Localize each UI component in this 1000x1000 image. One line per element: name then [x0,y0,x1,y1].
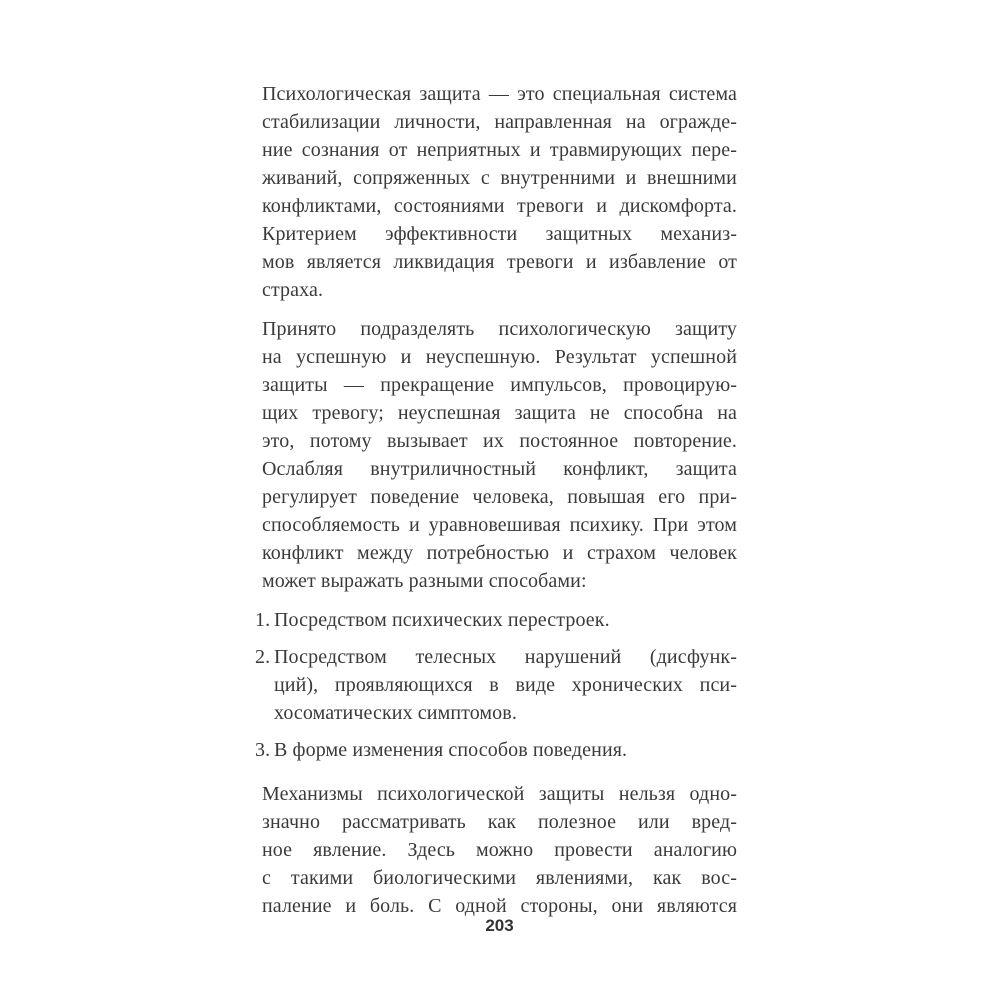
page-text-content [255,80,737,931]
page-number: 203 [485,916,514,935]
text-line: Принято подразделять психологическую защиту [262,318,737,340]
text-line: щих тревогу; неуспешная защита не способна на [262,402,737,424]
numbered-list [255,606,737,764]
text-line: конфликтами, состояниями тревоги и дискомфорта. [262,195,737,217]
list-item [255,606,737,634]
text-line: Критерием эффективности защитных механиз- [262,223,737,245]
text-line: В форме изменения способов поведения. [274,739,628,761]
text-line: стабилизации личности, направленная на огражде- [262,111,737,133]
text-line: с такими биологическими явлениями, как вос- [262,867,737,889]
list-item-text [274,736,737,764]
list-item-number: 3. [255,739,271,761]
text-line: страха. [262,279,324,301]
list-item-text [274,606,737,634]
text-line: мов является ликвидация тревоги и избавление от [262,251,737,273]
list-item [255,643,737,727]
paragraph [262,780,737,920]
text-line: ние сознания от неприятных и травмирующих пере- [262,139,737,161]
text-line: живаний, сопряженных с внутренними и внешними [262,167,737,189]
text-line: паление и боль. С одной стороны, они являются [262,895,737,917]
text-line: регулирует поведение человека, повышая его при- [262,486,737,508]
list-item-text [274,643,737,727]
text-line: может выражать разными способами: [262,570,587,592]
text-line: способляемость и уравновешивая психику. При этом [262,514,737,536]
text-line: защиты — прекращение импульсов, провоцирую- [262,374,737,396]
text-line: ций), проявляющихся в виде хронических пси- [274,674,737,696]
text-line: Ослабляя внутриличностный конфликт, защита [262,458,737,480]
text-line: хосоматических симптомов. [274,702,517,724]
paragraph [262,80,737,304]
list-item-number: 2. [255,646,271,668]
text-line: на успешную и неуспешную. Результат успешной [262,346,737,368]
text-line: Посредством телесных нарушений (дисфунк- [274,646,737,668]
text-line: ное явление. Здесь можно провести аналогию [262,839,737,861]
text-line: это, потому вызывает их постоянное повторение. [262,430,737,452]
text-line: конфликт между потребностью и страхом человек [262,542,737,564]
list-item-number: 1. [255,609,271,631]
text-line: Посредством психических перестроек. [274,609,610,631]
list-item [255,736,737,764]
paragraph [262,315,737,595]
text-line: Механизмы психологической защиты нельзя одно- [262,783,737,805]
text-line: Психологическая защита — это специальная система [262,83,737,105]
text-line: значно рассматривать как полезное или вред- [262,811,737,833]
